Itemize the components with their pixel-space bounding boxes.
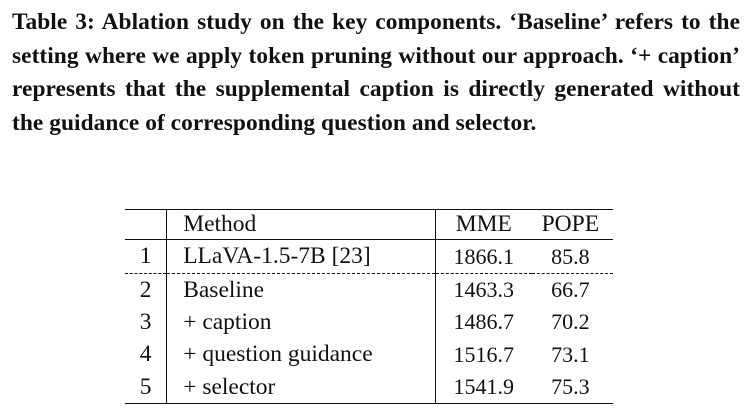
row-method: + selector [167, 371, 436, 404]
table-row [125, 240, 613, 274]
row-mme: 1866.1 [435, 240, 531, 274]
row-mme: 1463.3 [453, 277, 515, 303]
ablation-table-container [125, 209, 613, 404]
row-method: + caption [167, 306, 436, 339]
table-caption: Table 3: Ablation study on the key components. ‘Baseline’ refers to the setting where we apply token pruning without our approach. ‘+ caption’ represents that the supplemental caption is directly generated without the guidance of corresponding question and selector. [12, 9, 740, 136]
row-index: 1 [125, 240, 167, 274]
header-mme: MME [435, 210, 531, 240]
header-pope: POPE [532, 210, 613, 240]
header-index [125, 210, 167, 240]
table-row [125, 371, 613, 404]
row-mme: 1486.7 [453, 309, 515, 335]
row-pope: 66.7 [551, 277, 590, 303]
table-row [125, 306, 613, 339]
row-pope: 70.2 [551, 309, 590, 335]
header-method: Method [167, 210, 436, 240]
table-header-row [125, 210, 613, 240]
row-pope: 75.3 [551, 374, 590, 400]
table-row [125, 339, 613, 372]
row-index: 4 [125, 339, 167, 372]
row-method: LLaVA-1.5-7B [23] [167, 240, 436, 274]
row-pope: 85.8 [532, 240, 613, 274]
row-index: 3 [125, 306, 167, 339]
ablation-table [125, 209, 613, 404]
row-method: Baseline [167, 274, 436, 307]
row-pope: 73.1 [551, 341, 590, 367]
row-mme: 1541.9 [453, 374, 515, 400]
row-index: 2 [125, 274, 167, 307]
row-method: + question guidance [167, 339, 436, 372]
row-index: 5 [125, 371, 167, 404]
row-mme: 1516.7 [453, 341, 515, 367]
table-row [125, 274, 613, 307]
